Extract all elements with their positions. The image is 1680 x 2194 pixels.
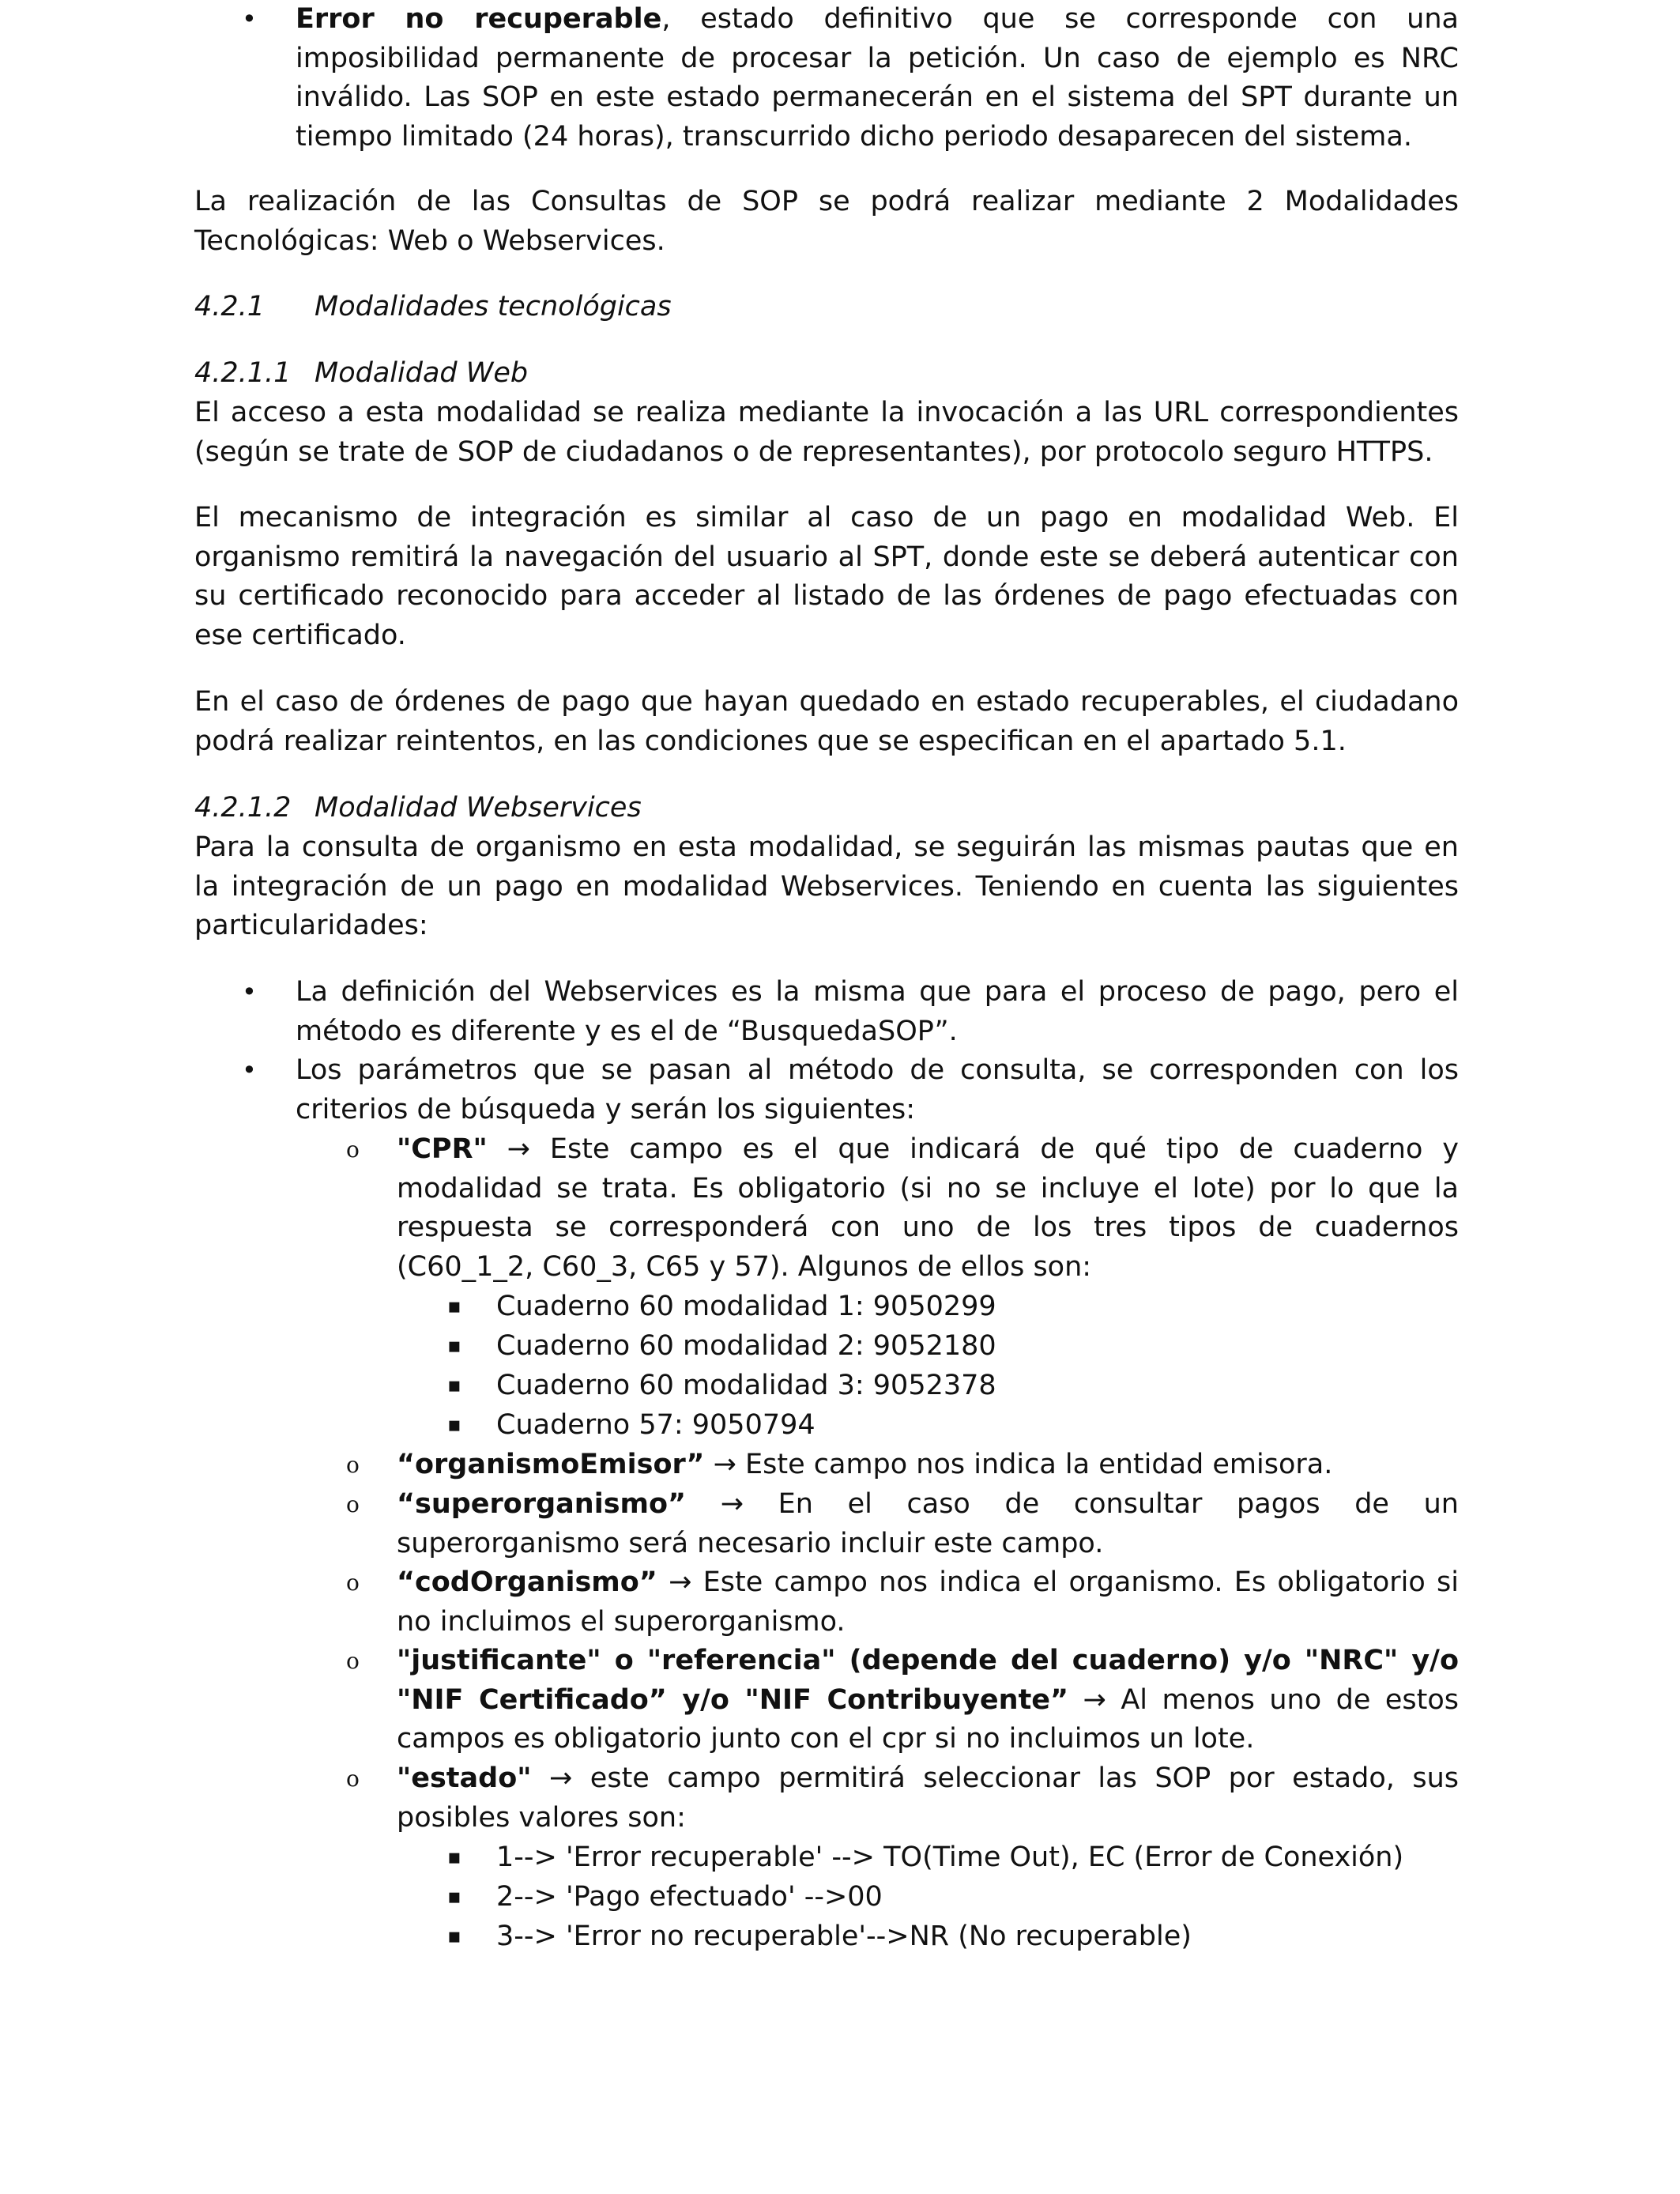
bullet-marker: o — [346, 1648, 360, 1674]
list-item-parametros: Los parámetros que se pasan al método de consulta, se corresponden con los criterios de búsqueda y serán los siguientes: — [296, 1054, 1459, 1125]
paragraph-web-mecanismo: El mecanismo de integración es similar al caso de un pago en modalidad Web. El organismo remitirá la navegación del usuario al SPT, donde este se deberá autenticar con su certificado reconocido para acceder al listado de las órdenes de pago efectuadas con ese certificado. — [194, 502, 1459, 651]
term-error-no-recuperable: Error no recuperable — [296, 3, 662, 35]
bullet-marker: ▪ — [447, 1845, 461, 1869]
param-cod-organismo — [397, 1563, 1459, 1642]
section-heading-4-2-1 — [194, 288, 1459, 327]
list-item-error-no-recuperable — [296, 0, 1459, 156]
bullet-marker: • — [242, 1055, 257, 1085]
param-description: Este campo nos indica el organismo. Es obligatorio si no incluimos el superorganismo. — [397, 1566, 1459, 1638]
bullet-marker: o — [346, 1491, 360, 1517]
section-title: Modalidad Web — [315, 357, 529, 389]
param-organismo-emisor — [397, 1446, 1459, 1485]
bullet-marker: • — [242, 4, 257, 34]
section-title: Modalidades tecnológicas — [315, 291, 672, 322]
param-description: En el caso de consultar pagos de un superorganismo será necesario incluir este campo. — [397, 1488, 1459, 1559]
arrow-icon: → — [720, 1488, 744, 1520]
arrow-icon: → — [713, 1449, 736, 1480]
bullet-marker: ▪ — [447, 1885, 461, 1909]
estado-item: 1--> 'Error recuperable' --> TO(Time Out), EC (Error de Conexión) — [496, 1842, 1404, 1873]
bullet-marker: o — [346, 1137, 360, 1163]
param-name: "CPR" — [397, 1133, 488, 1165]
arrow-icon: → — [548, 1762, 573, 1794]
param-description: Este campo es el que indicará de qué tipo de cuaderno y modalidad se trata. Es obligatorio (si no se incluye el lote) por lo que la respuesta se corresponderá con uno de los tres tipos de cuadernos (C60_1_2, C60_3, C65 y 57). Algunos de ellos son: — [397, 1133, 1459, 1283]
bullet-marker: o — [346, 1766, 360, 1792]
param-name: “organismoEmisor” — [397, 1449, 705, 1480]
section-number: 4.2.1.2 — [194, 792, 292, 824]
param-superorganismo — [397, 1485, 1459, 1563]
section-number: 4.2.1.1 — [194, 357, 292, 389]
section-number: 4.2.1 — [194, 291, 266, 322]
cuaderno-item: Cuaderno 60 modalidad 3: 9052378 — [496, 1370, 996, 1401]
paragraph-web-reintentos: En el caso de órdenes de pago que hayan quedado en estado recuperables, el ciudadano podrá realizar reintentos, en las condiciones que se especifican en el apartado 5.1. — [194, 686, 1459, 757]
section-title: Modalidad Webservices — [315, 792, 642, 824]
param-name: “codOrganismo” — [397, 1566, 657, 1598]
bullet-marker: ▪ — [447, 1295, 461, 1318]
param-name: "justificante" o "referencia" (depende del cuaderno) y/o "NRC" y/o "NIF Certificado” y/o "NIF Contribuyente” — [397, 1645, 1459, 1716]
section-heading-4-2-1-1 — [194, 354, 1459, 394]
bullet-marker: o — [346, 1570, 360, 1596]
param-description: Al menos uno de estos campos es obligatorio junto con el cpr si no incluimos un lote. — [397, 1683, 1459, 1755]
bullet-marker: o — [346, 1452, 360, 1478]
param-name: “superorganismo” — [397, 1488, 687, 1520]
paragraph-webservices-intro: Para la consulta de organismo en esta modalidad, se seguirán las mismas pautas que en la integración de un pago en modalidad Webservices. Teniendo en cuenta las siguientes particularidades: — [194, 831, 1459, 942]
param-cpr — [397, 1130, 1459, 1287]
param-description: este campo permitirá seleccionar las SOP por estado, sus posibles valores son: — [397, 1762, 1459, 1834]
bullet-marker: ▪ — [447, 1334, 461, 1358]
arrow-icon: → — [507, 1133, 530, 1165]
param-justificante — [397, 1642, 1459, 1759]
section-heading-4-2-1-2 — [194, 789, 1459, 828]
arrow-icon: → — [669, 1566, 692, 1598]
cuaderno-item: Cuaderno 60 modalidad 2: 9052180 — [496, 1330, 996, 1362]
bullet-marker: ▪ — [447, 1413, 461, 1437]
cuaderno-item: Cuaderno 57: 9050794 — [496, 1409, 816, 1441]
param-estado — [397, 1759, 1459, 1838]
paragraph-consultas: La realización de las Consultas de SOP se podrá realizar mediante 2 Modalidades Tecnológicas: Web o Webservices. — [194, 186, 1459, 257]
bullet-marker: ▪ — [447, 1924, 461, 1948]
estado-item: 3--> 'Error no recuperable'-->NR (No recuperable) — [496, 1921, 1192, 1952]
estado-item: 2--> 'Pago efectuado' -->00 — [496, 1881, 883, 1913]
list-item-definicion: La definición del Webservices es la misma que para el proceso de pago, pero el método es diferente y es el de “BusquedaSOP”. — [296, 976, 1459, 1047]
param-name: "estado" — [397, 1762, 532, 1794]
bullet-marker: ▪ — [447, 1374, 461, 1397]
bullet-marker: • — [242, 977, 257, 1007]
arrow-icon: → — [1083, 1683, 1106, 1716]
param-description: Este campo nos indica la entidad emisora. — [745, 1449, 1333, 1480]
paragraph-web-acceso: El acceso a esta modalidad se realiza mediante la invocación a las URL correspondientes (según se trate de SOP de ciudadanos o de representantes), por protocolo seguro HTTPS. — [194, 397, 1459, 468]
cuaderno-item: Cuaderno 60 modalidad 1: 9050299 — [496, 1291, 996, 1322]
list-item-text: , estado definitivo que se corresponde con una imposibilidad permanente de procesar la petición. Un caso de ejemplo es NRC inválido. Las SOP en este estado permanecerán en el sistema del SPT durante un tiempo limitado (24 horas), transcurrido dicho periodo desaparecen del sistema. — [296, 3, 1459, 153]
